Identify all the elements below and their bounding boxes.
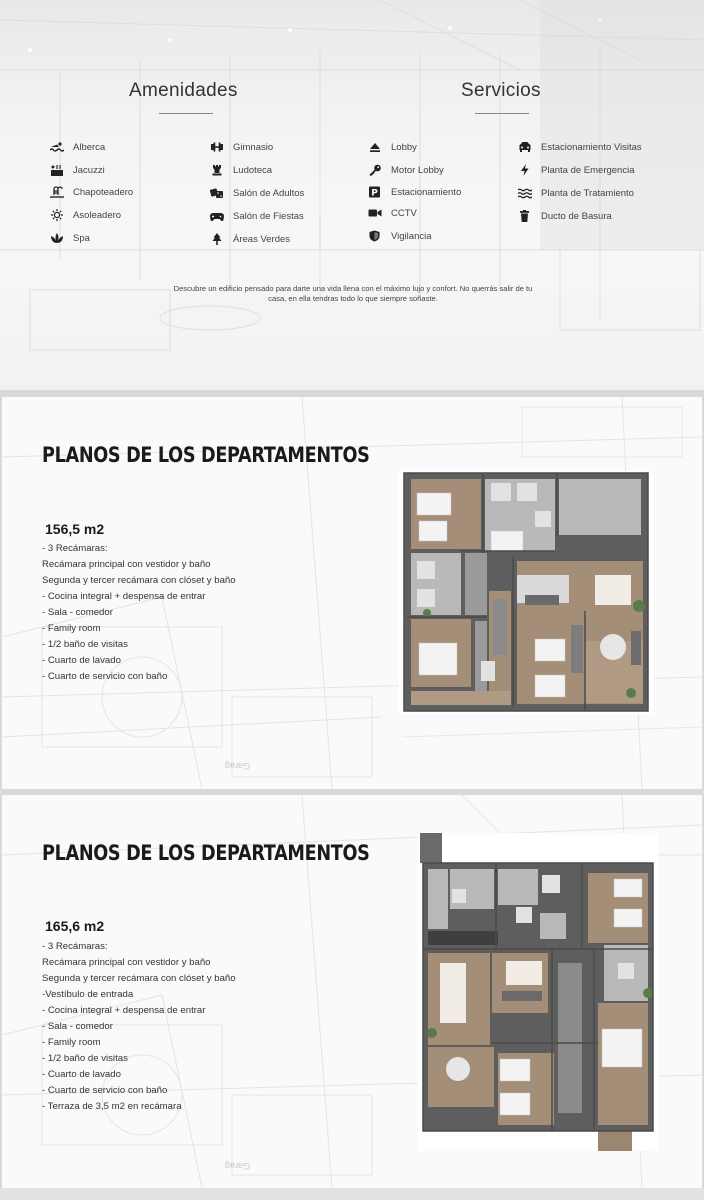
heading-underline	[475, 113, 529, 114]
amenity-spa: Spa	[50, 232, 90, 246]
amenity-alberca: Alberca	[50, 141, 105, 155]
dice-icon	[210, 187, 224, 199]
swimmer-icon	[50, 141, 64, 153]
plan-title: PLANOS DE LOS DEPARTAMENTOS	[42, 841, 370, 865]
floor-plan-section-2	[2, 795, 702, 1188]
amenity-gimnasio: Gimnasio	[210, 141, 273, 155]
floor-plan-section-1	[2, 397, 702, 789]
service-vigilancia: Vigilancia	[368, 230, 432, 244]
blueprint-label: Garag	[224, 1161, 250, 1171]
service-estacionamiento: P Estacionamiento	[368, 186, 461, 200]
trash-icon	[518, 210, 532, 222]
service-lobby: Lobby	[368, 141, 417, 155]
plan-title: PLANOS DE LOS DEPARTAMENTOS	[42, 443, 370, 467]
tree-icon	[210, 233, 224, 245]
amenity-ludoteca: Ludoteca	[210, 164, 272, 178]
gamepad-icon	[210, 210, 224, 222]
amenity-salon-adultos: Salón de Adultos	[210, 187, 304, 201]
floor-plan-image	[418, 833, 658, 1151]
amenity-jacuzzi: Jacuzzi	[50, 164, 105, 178]
video-camera-icon	[368, 207, 382, 219]
shield-icon	[368, 230, 382, 242]
service-planta-tratamiento: Planta de Tratamiento	[518, 187, 634, 201]
service-planta-emergencia: Planta de Emergencia	[518, 164, 634, 178]
amenidades-heading: Amenidades	[129, 80, 238, 101]
blueprint-label: Garag	[224, 761, 250, 771]
servicios-heading: Servicios	[461, 80, 541, 101]
pool-ladder-icon	[50, 186, 64, 198]
service-cctv: CCTV	[368, 207, 417, 221]
plan-features: - 3 Recámaras: Recámara principal con vestidor y baño Segunda y tercer recámara con clóset y baño - Cocina integral + despensa de entrar - Sala - comedor - Family room - 1/2 baño de visitas - Cuarto de lavado - Cuarto de servicio con baño	[42, 543, 236, 682]
chess-icon	[210, 164, 224, 176]
bolt-icon	[518, 164, 532, 176]
heading-underline	[159, 113, 213, 114]
parking-icon	[368, 186, 382, 198]
water-icon	[518, 187, 532, 199]
plan-area: 165,6 m2	[45, 918, 105, 934]
amenity-chapoteadero: Chapoteadero	[50, 186, 133, 200]
floor-plan-image	[399, 471, 654, 714]
bottom-divider	[0, 1188, 704, 1200]
car-icon	[518, 141, 532, 153]
amenity-areas-verdes: Áreas Verdes	[210, 233, 290, 247]
amenities-section	[0, 0, 704, 390]
sun-icon	[50, 209, 64, 221]
hot-tub-icon	[50, 164, 64, 176]
building-description: Descubre un edificio pensado para darte una vida llena con el máximo lujo y confort. No querrás salir de tu casa, en ella tendras todo lo que siempre soñaste.	[173, 284, 533, 303]
amenity-salon-fiestas: Salón de Fiestas	[210, 210, 304, 224]
amenity-asoleadero: Asoleadero	[50, 209, 121, 223]
service-motor-lobby: Motor Lobby	[368, 164, 444, 178]
eject-icon	[368, 141, 382, 153]
svg-text:P: P	[371, 188, 378, 199]
key-icon	[368, 164, 382, 176]
plan-features: - 3 Recámaras: Recámara principal con vestidor y baño Segunda y tercer recámara con clóset y baño -Vestíbulo de entrada - Cocina integral + despensa de entrar - Sala - comedor - Family room - 1/2 baño de visitas - Cuarto de lavado - Cuarto de servicio con baño - Terraza de 3,5 m2 en recámara	[42, 941, 236, 1112]
plan-area: 156,5 m2	[45, 521, 105, 537]
service-estacionamiento-visitas: Estacionamiento Visitas	[518, 141, 642, 155]
lotus-icon	[50, 232, 64, 244]
dumbbell-icon	[210, 141, 224, 153]
service-ducto-basura: Ducto de Basura	[518, 210, 612, 224]
